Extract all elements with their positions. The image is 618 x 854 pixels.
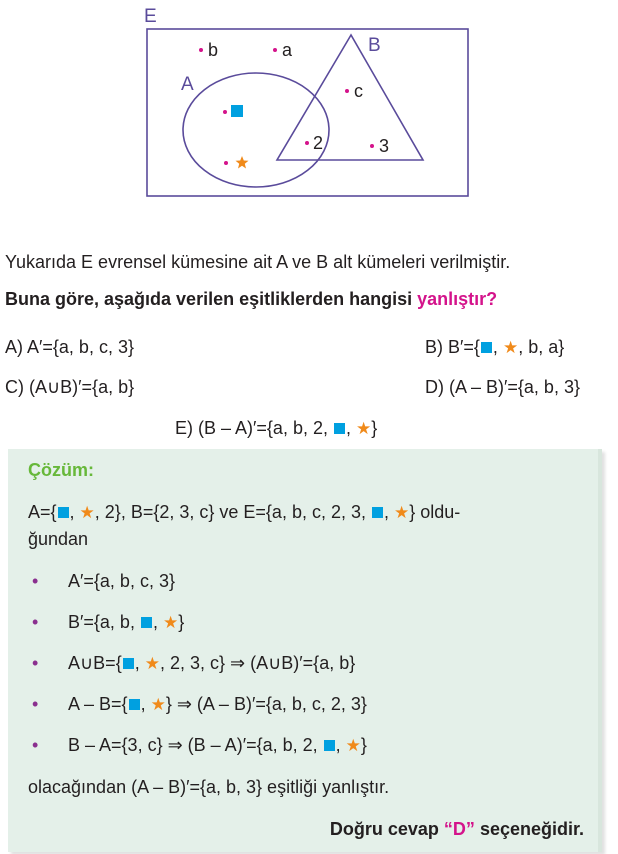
item-3-mid: , 2, 3, c} ⇒ (A∪B) — [159, 653, 300, 673]
element-dot-2 — [305, 141, 309, 145]
conclusion-b: ={a, b, 3} eşitliği yanlıştır. — [189, 777, 390, 797]
blue-square-icon — [481, 342, 492, 353]
option-d-rest: ={a, b, 3} — [507, 377, 580, 397]
option-e-tail: } — [371, 418, 378, 438]
question-intro: Yukarıda E evrensel kümesine ait A ve B alt kümeleri verilmiştir. — [5, 252, 511, 272]
set-b-triangle — [277, 35, 423, 160]
prime-mark: ′ — [186, 777, 190, 797]
orange-star-icon: ★ — [79, 503, 95, 522]
orange-star-icon: ★ — [502, 338, 519, 357]
item-3-lead: A∪B={ — [68, 653, 122, 673]
element-a: a — [282, 40, 293, 60]
element-square — [231, 105, 243, 117]
element-dot-b — [199, 48, 203, 52]
bullet-icon: • — [32, 735, 39, 755]
answer-b: seçeneğidir. — [479, 819, 584, 839]
solution-line-1-c: } oldu- — [409, 502, 461, 522]
option-c-rest: ={a, b} — [81, 377, 135, 397]
item-4-mid: } ⇒ (A – B) — [165, 694, 252, 714]
set-a-ellipse — [183, 73, 329, 187]
blue-square-icon — [141, 617, 152, 628]
element-c: c — [354, 81, 363, 101]
solution-item-1 — [32, 570, 175, 592]
option-e[interactable]: E) (B – A)′={a, b, 2, , ★} — [175, 418, 378, 438]
element-dot-square — [223, 110, 227, 114]
element-dot-c — [345, 89, 349, 93]
orange-star-icon: ★ — [162, 613, 179, 632]
question-prompt-highlight: yanlıştır? — [417, 289, 498, 309]
option-a-lead: A) A — [5, 337, 40, 357]
orange-star-icon: ★ — [355, 419, 372, 438]
universal-set-label: E — [144, 6, 157, 27]
element-b: b — [208, 40, 219, 60]
prime-mark: ′ — [80, 571, 84, 591]
orange-star-icon: ★ — [345, 736, 361, 755]
answer-a: Doğru cevap — [329, 819, 439, 839]
item-4-lead: A – B={ — [68, 694, 128, 714]
prime-mark: ′ — [253, 418, 257, 438]
solution-item-4: • A – B={ , ★} ⇒ (A – B)′={a, b, c, 2, 3} — [32, 694, 367, 714]
question-prompt — [5, 288, 497, 310]
option-c[interactable] — [5, 376, 134, 398]
element-3: 3 — [379, 136, 390, 156]
item-1-lead: A — [68, 571, 81, 591]
solution-heading: Çözüm: — [28, 460, 94, 480]
prime-mark: ′ — [80, 612, 84, 632]
blue-square-icon — [123, 658, 134, 669]
solution-box — [8, 449, 602, 852]
solution-item-5: • B – A={3, c} ⇒ (B – A)′={a, b, 2, , ★} — [32, 735, 367, 755]
item-5-tail: } — [360, 735, 367, 755]
item-4-rest: ={a, b, c, 2, 3} — [255, 694, 367, 714]
prime-mark: ′ — [504, 377, 508, 397]
answer-highlight: “D” — [443, 819, 475, 839]
bullet-icon: • — [32, 571, 39, 591]
blue-square-icon — [334, 423, 345, 434]
venn-diagram — [0, 0, 618, 230]
option-b-lead: B) B — [425, 337, 461, 357]
solution-line-2: ğundan — [28, 529, 89, 549]
option-a-rest: ={a, b, c, 3} — [42, 337, 134, 357]
option-c-lead: C) (A∪B) — [5, 377, 79, 397]
element-2: 2 — [313, 133, 324, 153]
solution-item-2: • B′={a, b, , ★} — [32, 612, 185, 632]
solution-item-3: • A∪B={ , ★, 2, 3, c} ⇒ (A∪B)′={a, b} — [32, 653, 356, 673]
orange-star-icon: ★ — [394, 503, 410, 522]
prime-mark: ′ — [251, 694, 256, 714]
solution-line-1-a: A={ — [28, 502, 57, 522]
option-e-mid: ={a, b, 2, — [256, 418, 333, 438]
orange-star-icon: ★ — [150, 695, 166, 714]
item-5-mid: ={a, b, 2, — [246, 735, 323, 755]
bullet-icon: • — [32, 694, 39, 714]
solution-line-1-b: , 2}, B={2, 3, c} ve E={a, b, c, 2, 3, — [94, 502, 371, 522]
option-d[interactable] — [425, 376, 580, 398]
item-1-rest: ={a, b, c, 3} — [83, 571, 175, 591]
prime-mark: ′ — [39, 337, 43, 357]
blue-square-icon — [372, 507, 383, 518]
solution-conclusion — [28, 776, 389, 798]
prime-mark: ′ — [460, 337, 464, 357]
option-e-lead: E) (B – A) — [175, 418, 254, 438]
item-2-tail: } — [178, 612, 185, 632]
option-a[interactable] — [5, 336, 134, 358]
option-b-tail: , b, a} — [518, 337, 565, 357]
blue-square-icon — [129, 699, 140, 710]
question-prompt-main: Buna göre, aşağıda verilen eşitliklerden hangisi — [5, 289, 413, 309]
set-b-label: B — [368, 35, 381, 56]
prime-mark: ′ — [299, 653, 303, 673]
prime-mark: ′ — [242, 735, 247, 755]
option-b-mid: ={ — [463, 337, 480, 357]
item-3-rest: ={a, b} — [302, 653, 356, 673]
blue-square-icon — [58, 507, 69, 518]
item-2-mid: ={a, b, — [83, 612, 140, 632]
orange-star-icon: ★ — [144, 654, 160, 673]
element-star — [236, 156, 249, 169]
set-a-label: A — [181, 74, 194, 95]
bullet-icon: • — [32, 612, 39, 632]
solution-answer — [330, 818, 584, 840]
blue-square-icon — [324, 740, 335, 751]
conclusion-a: olacağından (A – B) — [28, 777, 187, 797]
element-dot-star — [224, 161, 228, 165]
element-dot-a — [273, 48, 277, 52]
item-5-lead: B – A={3, c} ⇒ (B – A) — [68, 735, 243, 755]
prime-mark: ′ — [78, 377, 82, 397]
solution-line-1: A={ , ★, 2}, B={2, 3, c} ve E={a, b, c, 2, 3, , ★} oldu- — [28, 502, 461, 522]
option-b[interactable]: B) B′={ , ★, b, a} — [425, 337, 565, 357]
option-d-lead: D) (A – B) — [425, 377, 505, 397]
bullet-icon: • — [32, 653, 39, 673]
item-2-lead: B — [68, 612, 81, 632]
element-dot-3 — [370, 144, 374, 148]
